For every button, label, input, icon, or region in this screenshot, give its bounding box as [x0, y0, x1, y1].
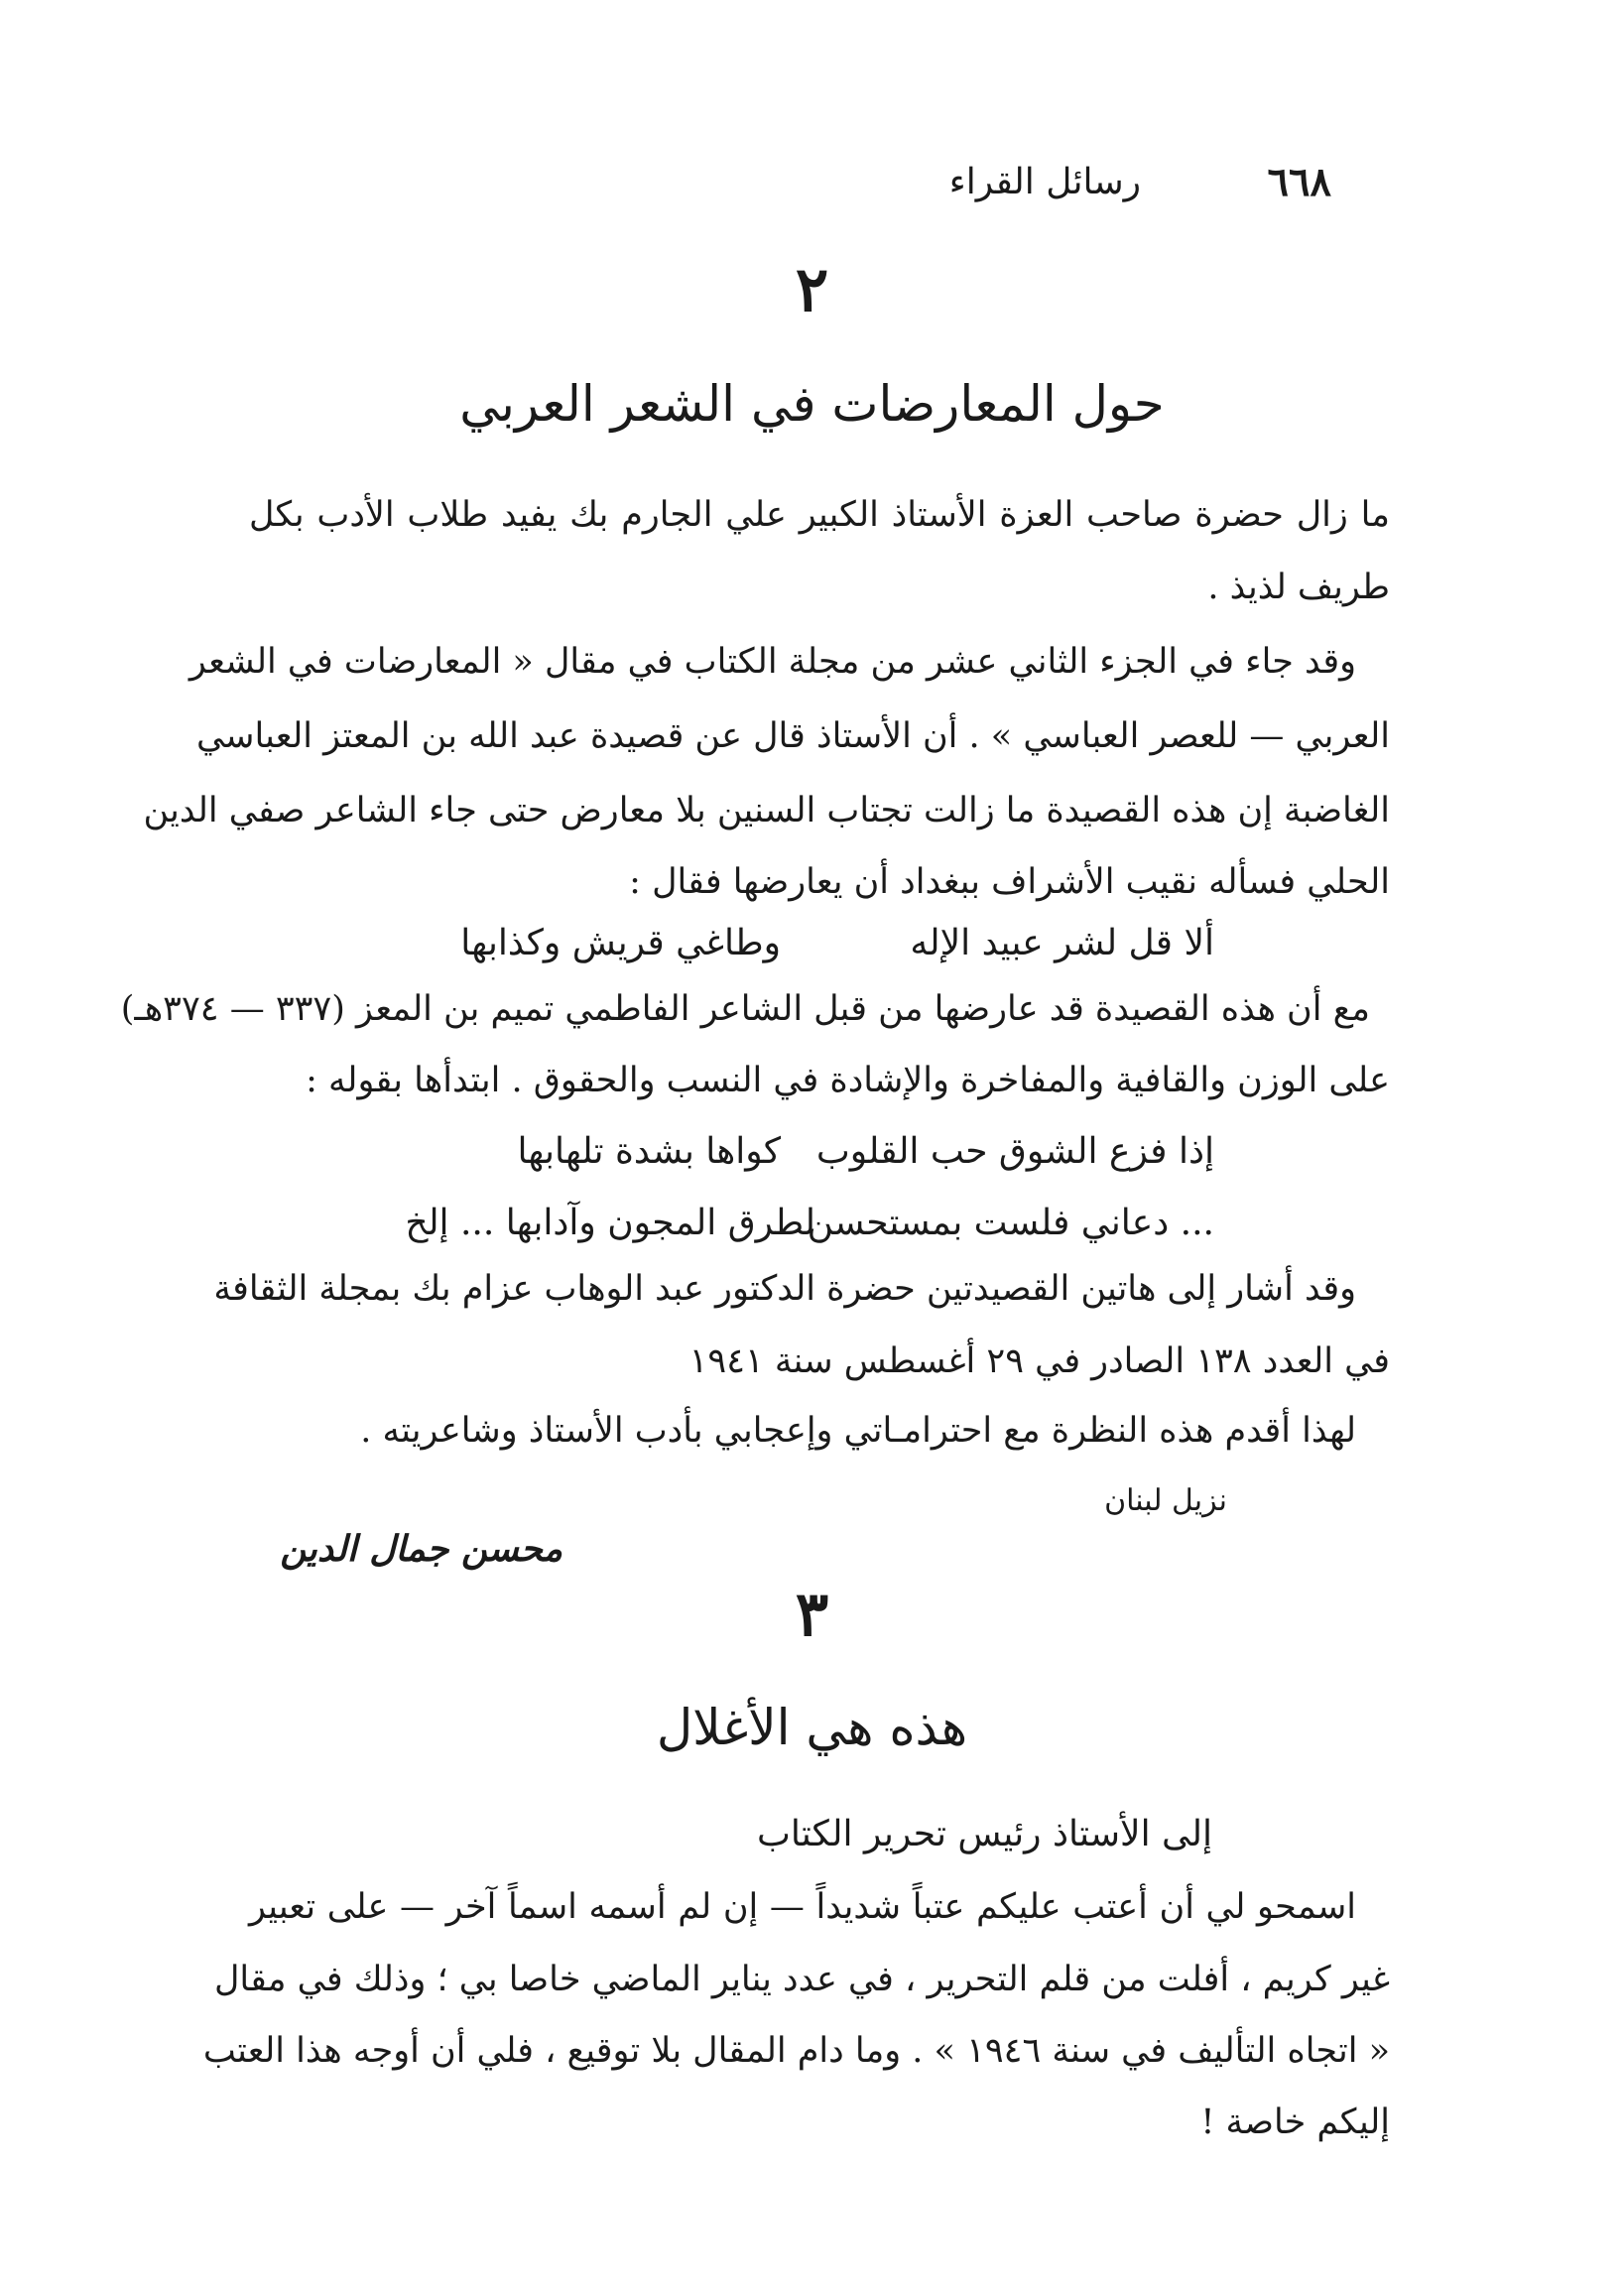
section-number-3: ٣: [795, 1578, 829, 1650]
verse-first-hemistich: ... دعاني فلست بمستحسن: [807, 1203, 1214, 1243]
paragraph-line: الغاضبة إن هذه القصيدة ما زالت تجتاب السنين بلا معارض حتى جاء الشاعر صفي الدين: [143, 791, 1390, 830]
paragraph-line: ما زال حضرة صاحب العزة الأستاذ الكبير علي الجارم بك يفيد طلاب الأدب بكل: [249, 495, 1390, 535]
paragraph-line: العربي — للعصر العباسي » . أن الأستاذ قال عن قصيدة عبد الله بن المعتز العباسي: [196, 716, 1390, 756]
paragraph-line: « اتجاه التأليف في سنة ١٩٤٦ » . وما دام المقال بلا توقيع ، فلي أن أوجه هذا العتب: [202, 2031, 1390, 2071]
verse-line: [0, 923, 1624, 972]
paragraph-line: وقد جاء في الجزء الثاني عشر من مجلة الكتاب في مقال « المعارضات في الشعر: [188, 642, 1356, 682]
paragraph-line: لهذا أقدم هذه النظرة مع احترامـاتي وإعجابي بأدب الأستاذ وشاعريته .: [360, 1411, 1356, 1451]
paragraph-line: إليكم خاصة !: [1200, 2103, 1390, 2142]
section-title-2: حول المعارضات في الشعر العربي: [459, 375, 1165, 433]
author-signature: محسن جمال الدين: [280, 1528, 562, 1570]
paragraph-line: في العدد ١٣٨ الصادر في ٢٩ أغسطس سنة ١٩٤١: [688, 1341, 1390, 1381]
section-title-3: هذه هي الأغلال: [656, 1699, 968, 1756]
paragraph-line: على الوزن والقافية والمفاخرة والإشادة في النسب والحقوق . ابتدأها بقوله :: [306, 1061, 1390, 1100]
paragraph-line: وقد أشار إلى هاتين القصيدتين حضرة الدكتور عبد الوهاب عزام بك بمجلة الثقافة: [213, 1269, 1356, 1309]
letter-greeting: إلى الأستاذ رئيس تحرير الكتاب: [756, 1814, 1212, 1854]
paragraph-line: طريف لذيذ .: [1207, 568, 1390, 607]
page-number: ٦٦٨: [1267, 159, 1331, 205]
verse-line: [0, 1203, 1624, 1252]
verse-line: [0, 1131, 1624, 1181]
paragraph-line: اسمحو لي أن أعتب عليكم عتباً شديداً — إن لم أسمه اسماً آخر — على تعبير: [249, 1887, 1356, 1927]
verse-second-hemistich: لطرق المجون وآدابها ... إلخ: [405, 1203, 815, 1243]
verse-second-hemistich: كواها بشدة تلهابها: [517, 1131, 781, 1172]
section-number-2: ٢: [795, 253, 829, 325]
verse-first-hemistich: ألا قل لشر عبيد الإله: [910, 923, 1214, 963]
paragraph-line: مع أن هذه القصيدة قد عارضها من قبل الشاعر الفاطمي تميم بن المعز (٣٣٧ — ٣٧٤هـ): [120, 989, 1370, 1029]
paragraph-line: الحلي فسأله نقيب الأشراف ببغداد أن يعارضها فقال :: [629, 862, 1390, 902]
verse-second-hemistich: وطاغي قريش وكذابها: [460, 923, 781, 963]
verse-first-hemistich: إذا فزع الشوق حب القلوب: [815, 1131, 1214, 1172]
paragraph-line: غير كريم ، أفلت من قلم التحرير ، في عدد يناير الماضي خاصا بي ؛ وذلك في مقال: [214, 1960, 1390, 1999]
author-location: نزيل لبنان: [1104, 1483, 1227, 1518]
running-title: رسائل القراء: [948, 162, 1141, 202]
